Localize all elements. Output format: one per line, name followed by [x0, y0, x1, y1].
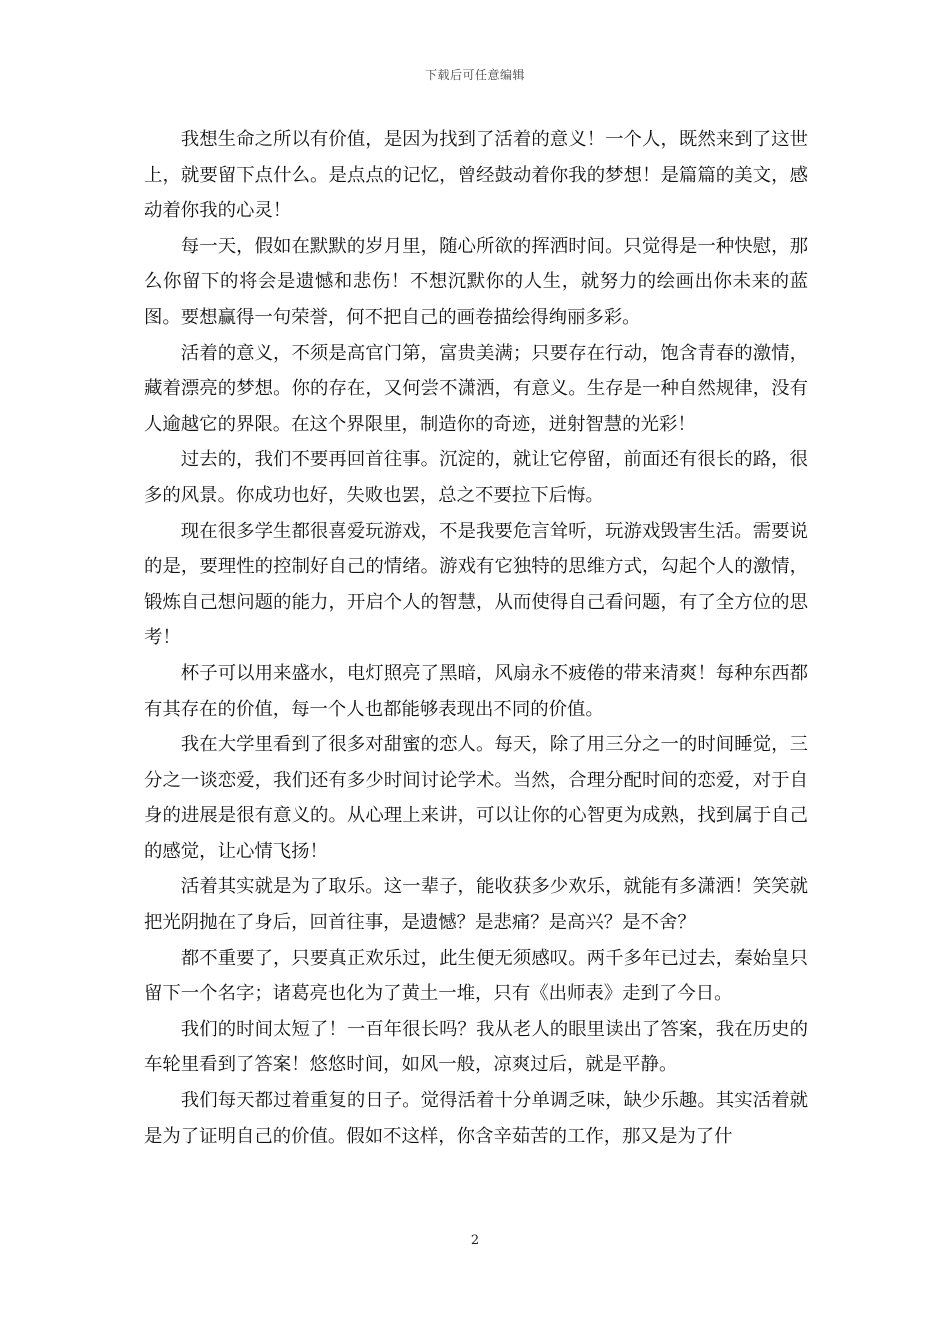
paragraph: 过去的，我们不要再回首往事。沉淀的，就让它停留，前面还有很长的路，很多的风景。你成功也好，失败也罢，总之不要拉下后悔。 — [144, 449, 808, 506]
paragraph: 我在大学里看到了很多对甜蜜的恋人。每天，除了用三分之一的时间睡觉，三分之一谈恋爱，我们还有多少时间讨论学术。当然，合理分配时间的恋爱，对于自身的进展是很有意义的。从心理上来讲，可以让你的心智更为成熟，找到属于自己的感觉，让心情飞扬！ — [144, 734, 808, 862]
paragraph: 我们每天都过着重复的日子。觉得活着十分单调乏味，缺少乐趣。其实活着就是为了证明自己的价值。假如不这样，你含辛茹苦的工作，那又是为了什 — [144, 1090, 808, 1147]
document-body — [144, 122, 808, 1154]
page-number: 2 — [470, 1233, 480, 1248]
paragraph: 活着其实就是为了取乐。这一辈子，能收获多少欢乐，就能有多潇洒！笑笑就把光阴抛在了身后，回首往事，是遗憾？是悲痛？是高兴？是不舍？ — [144, 876, 808, 934]
page-header: 下载后可任意编辑 — [424, 68, 525, 82]
paragraph: 现在很多学生都很喜爱玩游戏，不是我要危言耸听，玩游戏毁害生活。需要说的是，要理性的控制好自己的情绪。游戏有它独特的思维方式，勾起个人的激情，锻炼自己想问题的能力，开启个人的智慧，从而使得自己看问题，有了全方位的思考！ — [144, 520, 808, 649]
paragraph: 每一天，假如在默默的岁月里，随心所欲的挥洒时间。只觉得是一种快慰，那么你留下的将会是遗憾和悲伤！不想沉默你的人生，就努力的绘画出你未来的蓝图。要想赢得一句荣誉，何不把自己的画卷描绘得绚丽多彩。 — [144, 235, 808, 328]
paragraph: 活着的意义，不须是高官门第，富贵美满；只要存在行动，饱含青春的激情，藏着漂亮的梦想。你的存在，又何尝不潇洒，有意义。生存是一种自然规律，没有人逾越它的界限。在这个界限里，制造你的奇迹，迸射智慧的光彩！ — [144, 342, 808, 435]
paragraph: 杯子可以用来盛水，电灯照亮了黑暗，风扇永不疲倦的带来清爽！每种东西都有其存在的价值，每一个人也都能够表现出不同的价值。 — [144, 662, 808, 720]
paragraph: 我想生命之所以有价值，是因为找到了活着的意义！一个人，既然来到了这世上，就要留下点什么。是点点的记忆，曾经鼓动着你我的梦想！是篇篇的美文，感动着你我的心灵！ — [144, 129, 808, 222]
paragraph: 都不重要了，只要真正欢乐过，此生便无须感叹。两千多年已过去，秦始皇只留下一个名字；诸葛亮也化为了黄土一堆，只有《出师表》走到了今日。 — [144, 947, 808, 1005]
paragraph: 我们的时间太短了！一百年很长吗？我从老人的眼里读出了答案，我在历史的车轮里看到了答案！悠悠时间，如风一般，凉爽过后，就是平静。 — [144, 1018, 808, 1076]
